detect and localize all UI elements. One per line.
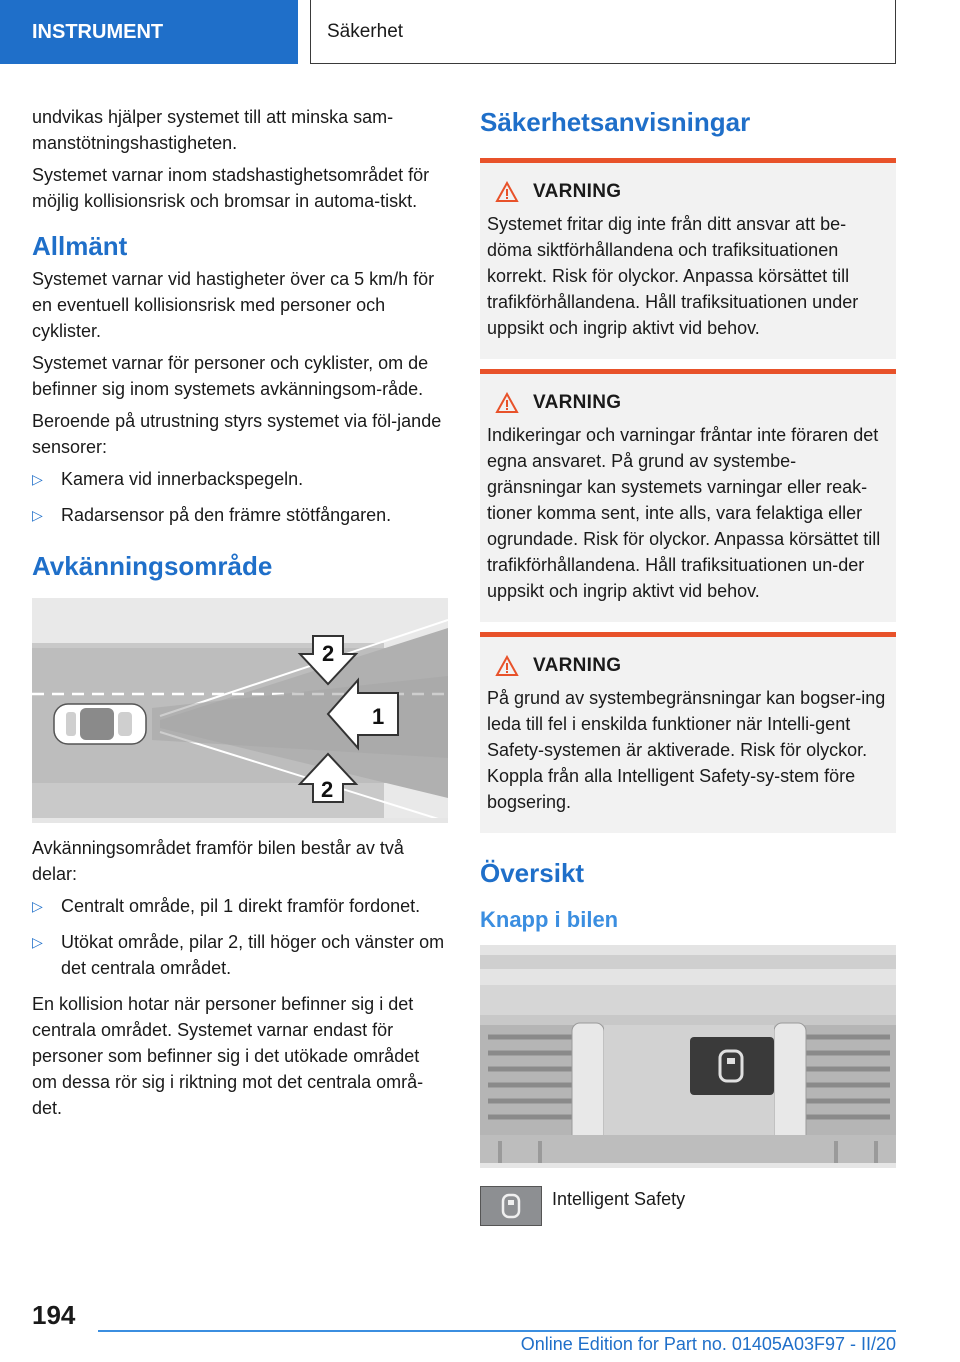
intro-paragraph-1: undvikas hjälper systemet till att minska sam-manstötningshastigheten.	[32, 107, 394, 153]
heading-safety-instructions: Säkerhetsanvisningar	[480, 107, 751, 137]
button-photo	[480, 945, 896, 1168]
warning-text: Systemet fritar dig inte från ditt ansvar att be-döma siktförhållandena och trafiksituationen korrekt. Risk för olyckor. Anpassa körsättet till trafikförhållandena. Håll trafiksituationen under uppsikt och ingrip aktivt vid behov.	[487, 214, 859, 338]
warning-box	[480, 632, 896, 833]
sensor-list	[32, 466, 448, 528]
left-column	[32, 104, 448, 1127]
intelligent-safety-icon	[480, 1186, 542, 1226]
warning-text: Indikeringar och varningar fråntar inte föraren det egna ansvaret. På grund av systembe-gränsningar kan systemets varningar eller reak-tioner komma sent, inte alls, vara felaktiga eller ogrundade. Risk för olyckor. Anpassa körsättet till trafikförhållandena. Håll trafiksituationen un-der uppsikt och ingrip aktivt vid behov.	[487, 425, 881, 601]
triangle-right-icon: ▷	[32, 934, 43, 950]
heading-detection-area: Avkänningsområde	[32, 551, 273, 581]
warning-triangle-icon	[487, 655, 527, 677]
triangle-right-icon: ▷	[32, 898, 43, 914]
heading-button-in-car: Knapp i bilen	[480, 907, 619, 932]
list-item: ▷ Kamera vid innerbackspegeln.	[32, 466, 448, 492]
list-item: ▷ Radarsensor på den främre stötfångaren.	[32, 502, 448, 528]
warning-box	[480, 158, 896, 359]
heading-overview: Översikt	[480, 858, 585, 888]
general-paragraph-3: Beroende på utrustning styrs systemet via föl-jande sensorer:	[32, 411, 442, 457]
list-item: ▷ Utökat område, pilar 2, till höger och vänster om det centrala området.	[32, 929, 448, 981]
detection-area-illustration	[32, 598, 448, 818]
car-icon	[54, 704, 146, 744]
detection-area-figure	[32, 598, 448, 823]
dashboard-button-illustration	[480, 945, 896, 1163]
list-item: ▷ Centralt område, pil 1 direkt framför fordonet.	[32, 893, 448, 919]
footer-divider	[98, 1330, 896, 1332]
heading-general: Allmänt	[32, 231, 128, 261]
warning-box	[480, 369, 896, 622]
header-section-tab: INSTRUMENT	[0, 0, 298, 64]
warning-triangle-icon	[487, 392, 527, 414]
warning-title: VARNING	[533, 392, 622, 413]
warning-title: VARNING	[533, 655, 622, 676]
general-paragraph-1: Systemet varnar vid hastigheter över ca 5 km/h för en eventuell kollisionsrisk med personer och cyklister.	[32, 269, 435, 341]
header-chapter: Säkerhet	[310, 0, 896, 64]
warning-text: På grund av systembegränsningar kan bogser-ing leda till fel i enskilda funktioner när Intelli-gent Safety-systemen är aktiverade. Risk för olyckor. Koppla från alla Intelligent Safety-sy-stem före bogsering.	[487, 688, 886, 812]
warning-title: VARNING	[533, 181, 622, 202]
detection-paragraph: Avkänningsområdet framför bilen består av två delar:	[32, 838, 404, 884]
svg-text:2: 2	[322, 641, 335, 666]
svg-text:1: 1	[372, 704, 385, 729]
detection-list	[32, 893, 448, 981]
svg-text:2: 2	[321, 777, 334, 802]
intro-paragraph-2: Systemet varnar inom stadshastighetsområdet för möjlig kollisionsrisk och bromsar in automa-tiskt.	[32, 165, 430, 211]
intelligent-safety-button	[690, 1037, 774, 1095]
detection-closing-paragraph: En kollision hotar när personer befinner sig i det centrala området. Systemet varnar endast för personer som befinner sig i det utökade området om dessa rör sig i riktning mot det centrala områ-det.	[32, 994, 424, 1118]
button-label: Intelligent Safety	[552, 1189, 686, 1209]
general-paragraph-2: Systemet varnar för personer och cyklister, om de befinner sig inom systemets avkänningsom-råde.	[32, 353, 429, 399]
button-legend	[480, 1186, 896, 1226]
warning-triangle-icon	[487, 181, 527, 203]
triangle-right-icon: ▷	[32, 507, 43, 523]
footer-edition: Online Edition for Part no. 01405A03F97 - II/20	[520, 1334, 896, 1354]
right-column	[480, 104, 896, 1226]
page-number: 194	[32, 1300, 76, 1330]
triangle-right-icon: ▷	[32, 471, 43, 487]
